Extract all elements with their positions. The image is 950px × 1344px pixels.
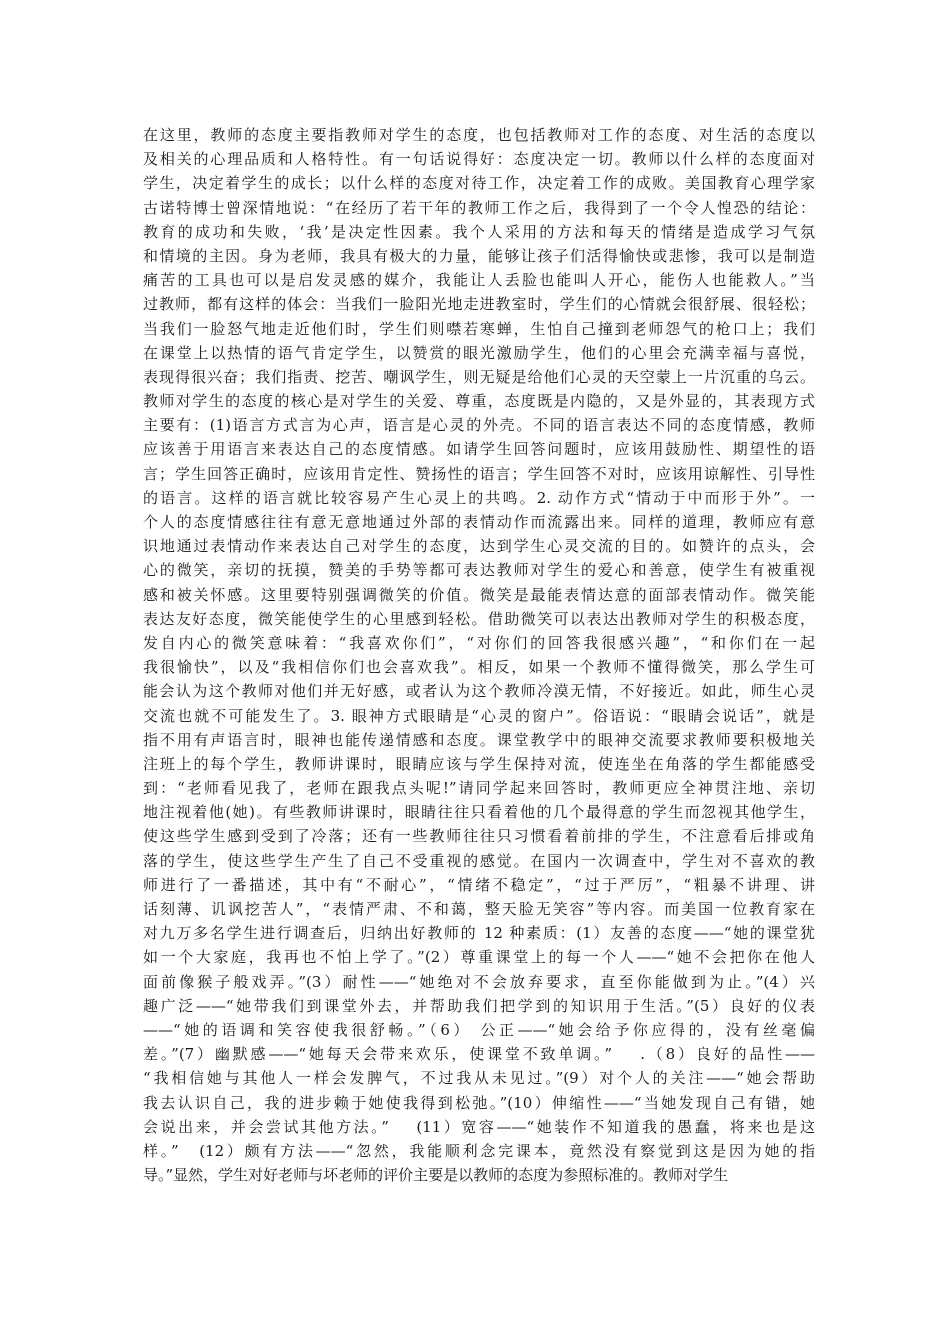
text-line: 到：“老师看见我了，老师在跟我点头呢!”请同学起来回答时，教师更应全神贯注地、亲切 — [143, 779, 815, 798]
text-line: 样。” (12）颇有方法——“忽然，我能顺利念完课本，竟然没有察觉到这是因为她的指 — [143, 1141, 815, 1160]
text-line: “我相信她与其他人一样会发脾气，不过我从未见过。”(9）对个人的关注——“她会帮助 — [143, 1069, 815, 1088]
body-text — [143, 123, 815, 1187]
text-line: 使这些学生感到受到了冷落；还有一些教师往往只习惯看着前排的学生，不注意看后排或角 — [143, 827, 815, 846]
text-line: 我很愉快”，以及“我相信你们也会喜欢我”。相反，如果一个教师不懂得微笑，那么学生可 — [143, 658, 815, 677]
text-line: 应该善于用语言来表达自己的态度情感。如请学生回答问题时，应该用鼓励性、期望性的语 — [143, 440, 815, 459]
text-line: 表达友好态度，微笑能使学生的心里感到轻松。借助微笑可以表达出教师对学生的积极态度， — [143, 609, 815, 628]
text-line: 地注视着他(她)。有些教师讲课时，眼睛往往只看着他的几个最得意的学生而忽视其他学生， — [143, 803, 815, 822]
text-line: 古诺特博士曾深情地说：“在经历了若干年的教师工作之后，我得到了一个令人惶恐的结论： — [143, 198, 815, 217]
text-line: 面前像猴子般戏弄。”(3）耐性——“她绝对不会放弃要求，直至你能做到为止。”(4）兴 — [143, 972, 815, 991]
text-line: 主要有：(1)语言方式言为心声，语言是心灵的外壳。不同的语言表达不同的态度情感，教师 — [143, 416, 815, 435]
text-line: 导。”显然，学生对好老师与坏老师的评价主要是以教师的态度为参照标准的。教师对学生 — [143, 1166, 729, 1185]
text-line: 学生，决定着学生的成长；以什么样的态度对待工作，决定着工作的成败。美国教育心理学家 — [143, 174, 815, 193]
text-line: 落的学生，使这些学生产生了自己不受重视的感觉。在国内一次调查中，学生对不喜欢的教 — [143, 851, 815, 870]
text-line: 在这里，教师的态度主要指教师对学生的态度，也包括教师对工作的态度、对生活的态度以 — [143, 126, 815, 144]
text-line: 如一个大家庭，我再也不怕上学了。”(2）尊重课堂上的每一个人——“她不会把你在他人 — [143, 948, 815, 967]
text-line: 差。”(7）幽默感——“她每天会带来欢乐，使课堂不致单调。” .（8）良好的品性—— — [143, 1045, 815, 1064]
text-line: 教育的成功和失败，‘我’是决定性因素。我个人采用的方法和每天的情绪是造成学习气氛 — [143, 222, 815, 241]
text-line: 和情境的主因。身为老师，我具有极大的力量，能够让孩子们活得愉快或悲惨，我可以是制造 — [143, 246, 815, 265]
text-line: 表现得很兴奋；我们指责、挖苦、嘲讽学生，则无疑是给他们心灵的天空蒙上一片沉重的乌云。 — [143, 367, 815, 386]
text-line: 痛苦的工具也可以是启发灵感的媒介，我能让人丢脸也能叫人开心，能伤人也能救人。”当 — [143, 271, 815, 290]
text-line: 话刻薄、讥讽挖苦人”，“表情严肃、不和蔼，整天脸无笑容”等内容。而美国一位教育家在 — [143, 900, 815, 918]
text-line: 心的微笑，亲切的抚摸，赞美的手势等都可表达教师对学生的爱心和善意，使学生有被重视 — [143, 561, 815, 580]
text-line: 会说出来，并会尝试其他方法。” (11）宽容——“她装作不知道我的愚蠢，将来也是这 — [143, 1117, 815, 1136]
text-line: 当我们一脸怒气地走近他们时，学生们则噤若寒蝉，生怕自己撞到老师怨气的枪口上；我们 — [143, 319, 815, 338]
text-line: 感和被关怀感。这里要特别强调微笑的价值。微笑是最能表情达意的面部表情动作。微笑能 — [143, 585, 815, 604]
text-line: 个人的态度情感往往有意无意地通过外部的表情动作而流露出来。同样的道理，教师应有意 — [143, 513, 815, 531]
text-line: 能会认为这个教师对他们并无好感，或者认为这个教师冷漠无情，不好接近。如此，师生心灵 — [143, 682, 815, 701]
text-line: 言；学生回答正确时，应该用肯定性、赞扬性的语言；学生回答不对时，应该用谅解性、引导性 — [143, 464, 815, 483]
text-line: 发自内心的微笑意味着：“我喜欢你们”，“对你们的回答我很感兴趣”，“和你们在一起 — [143, 633, 815, 652]
text-line: 及相关的心理品质和人格特性。有一句话说得好：态度决定一切。教师以什么样的态度面对 — [143, 150, 815, 169]
text-line: 交流也就不可能发生了。3. 眼神方式眼睛是“心灵的窗户”。俗语说：“眼睛会说话”，就是 — [143, 706, 815, 725]
text-line: 识地通过表情动作来表达自己对学生的态度，达到学生心灵交流的目的。如赞许的点头，会 — [143, 537, 815, 556]
text-line: 趣广泛——“她带我们到课堂外去，并帮助我们把学到的知识用于生活。”(5）良好的仪表 — [143, 996, 815, 1015]
text-line: 的语言。这样的语言就比较容易产生心灵上的共鸣。2. 动作方式“情动于中而形于外”。一 — [143, 488, 815, 507]
text-line: 我去认识自己，我的进步赖于她使我得到松弛。”(10）伸缩性——“当她发现自己有错，她 — [143, 1093, 815, 1112]
text-line: 师进行了一番描述，其中有“不耐心”，“情绪不稳定”，“过于严厉”，“粗暴不讲理、讲 — [143, 875, 815, 894]
text-line: 对九万多名学生进行调查后，归纳出好教师的 12 种素质：(1）友善的态度——“她的课堂犹 — [143, 924, 815, 943]
text-line: ——“她的语调和笑容使我很舒畅。”（6） 公正——“她会给予你应得的，没有丝毫偏 — [143, 1020, 815, 1039]
text-line: 教师对学生的态度的核心是对学生的关爱、尊重，态度既是内隐的，又是外显的，其表现方式 — [143, 392, 815, 411]
text-line: 指不用有声语言时，眼神也能传递情感和态度。课堂教学中的眼神交流要求教师要积极地关 — [143, 730, 815, 749]
text-line: 注班上的每个学生，教师讲课时，眼睛应该与学生保持对流，使连坐在角落的学生都能感受 — [143, 754, 815, 773]
text-line: 过教师，都有这样的体会：当我们一脸阳光地走进教室时，学生们的心情就会很舒展、很轻松； — [143, 295, 815, 314]
text-line: 在课堂上以热情的语气肯定学生，以赞赏的眼光激励学生，他们的心里会充满幸福与喜悦， — [143, 343, 815, 362]
